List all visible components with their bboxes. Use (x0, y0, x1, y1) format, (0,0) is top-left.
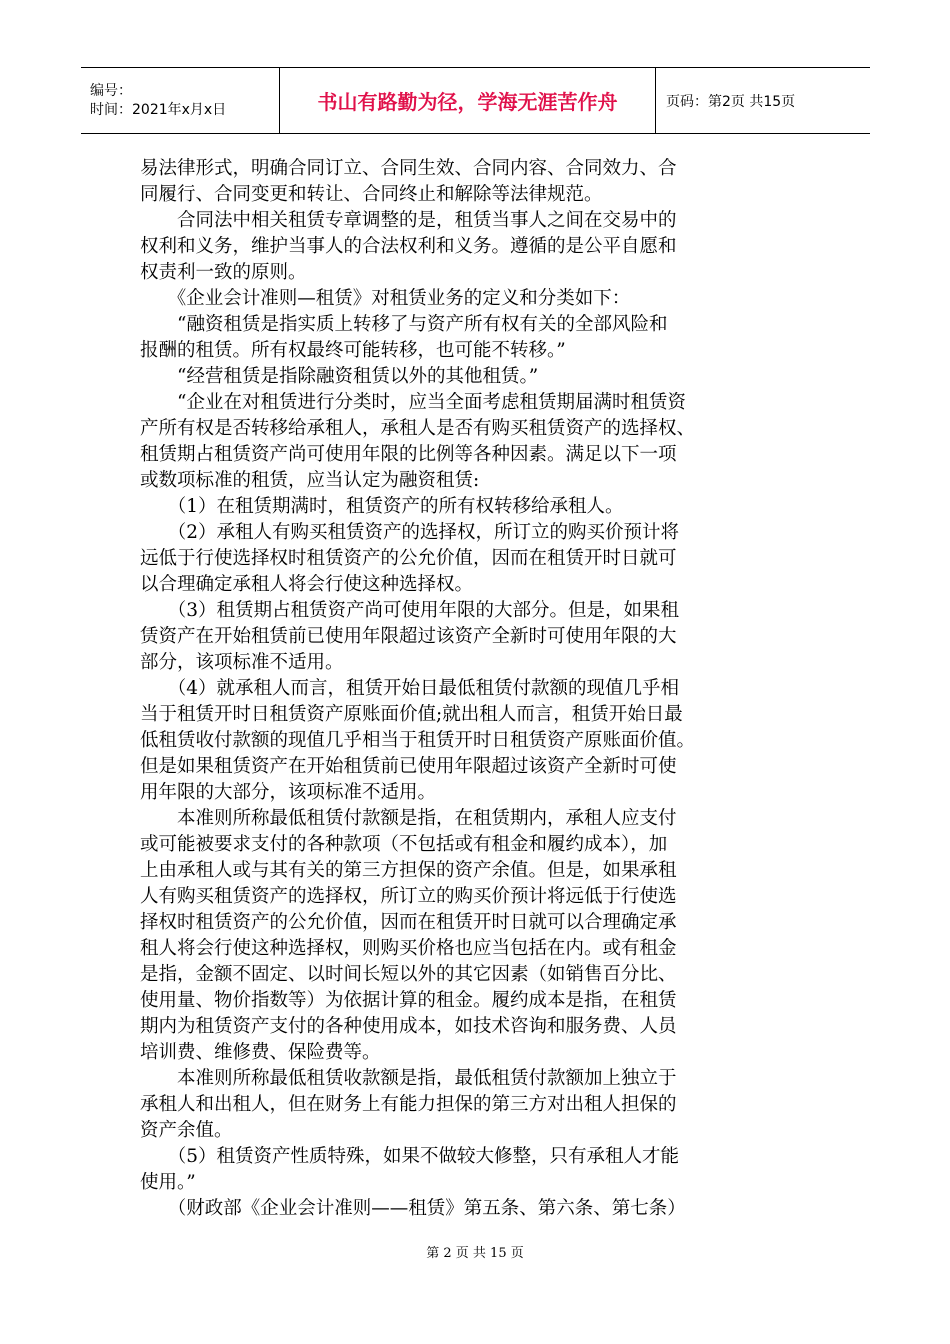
body-line: 择权时租赁资产的公允价值，因而在租赁开时日就可以合理确定承 (140, 912, 677, 933)
body-line: 产所有权是否转移给承租人，承租人是否有购买租赁资产的选择权、 (140, 418, 696, 439)
body-line: 赁资产在开始租赁前已使用年限超过该资产全新时可使用年限的大 (140, 626, 677, 647)
body-line: 是指，金额不固定、以时间长短以外的其它因素（如销售百分比、 (140, 964, 677, 985)
doc-number-label: 编号： (90, 82, 132, 99)
header-motto (280, 68, 656, 133)
body-line: （4）就承租人而言，租赁开始日最低租赁付款额的现值几乎相 (140, 678, 680, 699)
page-header (81, 67, 870, 134)
body-line: 租赁期占租赁资产尚可使用年限的比例等各种因素。满足以下一项 (140, 444, 677, 465)
body-line: （2）承租人有购买租赁资产的选择权，所订立的购买价预计将 (140, 522, 680, 543)
body-line: 报酬的租赁。所有权最终可能转移，也可能不转移。” (140, 340, 566, 361)
body-line: 权责利一致的原则。 (140, 262, 307, 283)
body-line: 或可能被要求支付的各种款项（不包括或有租金和履约成本），加 (140, 834, 668, 855)
body-line: （5）租赁资产性质特殊，如果不做较大修整，只有承租人才能 (140, 1146, 680, 1167)
body-line: 使用。” (140, 1172, 196, 1193)
body-line: 同履行、合同变更和转让、合同终止和解除等法律规范。 (140, 184, 603, 205)
body-line: （1）在租赁期满时，租赁资产的所有权转移给承租人。 (140, 496, 624, 517)
header-page-info (656, 68, 870, 133)
body-line: 当于租赁开时日租赁资产原账面价值;就出租人而言，租赁开始日最 (140, 704, 683, 725)
body-line: 承租人和出租人，但在财务上有能力担保的第三方对出租人担保的 (140, 1094, 677, 1115)
body-line: “经营租赁是指除融资租赁以外的其他租赁。” (140, 366, 539, 387)
body-line: （3）租赁期占租赁资产尚可使用年限的大部分。但是，如果租 (140, 600, 680, 621)
body-line: 上由承租人或与其有关的第三方担保的资产余值。但是，如果承租 (140, 860, 677, 881)
body-line: 但是如果租赁资产在开始租赁前已使用年限超过该资产全新时可使 (140, 756, 677, 777)
body-line: 权利和义务，维护当事人的合法权利和义务。遵循的是公平自愿和 (140, 236, 677, 257)
body-line: “企业在对租赁进行分类时，应当全面考虑租赁期届满时租赁资 (140, 392, 686, 413)
body-line: （财政部《企业会计准则——租赁》第五条、第六条、第七条） (140, 1198, 686, 1219)
document-body (140, 156, 810, 1222)
header-meta (81, 68, 280, 133)
page-footer: 第 2 页 共 15 页 (426, 1246, 524, 1261)
body-line: 以合理确定承租人将会行使这种选择权。 (140, 574, 474, 595)
body-line: 资产余值。 (140, 1120, 233, 1141)
body-line: 低租赁收付款额的现值几乎相当于租赁开时日租赁资产原账面价值。 (140, 730, 696, 751)
body-line: 远低于行使选择权时租赁资产的公允价值，因而在租赁开时日就可 (140, 548, 677, 569)
body-line: 部分，该项标准不适用。 (140, 652, 344, 673)
body-line: 本准则所称最低租赁付款额是指，在租赁期内，承租人应支付 (140, 808, 677, 829)
body-line: “融资租赁是指实质上转移了与资产所有权有关的全部风险和 (140, 314, 668, 335)
body-line: 《企业会计准则—租赁》对租赁业务的定义和分类如下： (140, 288, 631, 309)
body-line: 本准则所称最低租赁收款额是指，最低租赁付款额加上独立于 (140, 1068, 677, 1089)
body-line: 用年限的大部分，该项标准不适用。 (140, 782, 437, 803)
body-line: 合同法中相关租赁专章调整的是，租赁当事人之间在交易中的 (140, 210, 677, 231)
body-line: 或数项标准的租赁，应当认定为融资租赁: (140, 470, 480, 491)
body-line: 易法律形式，明确合同订立、合同生效、合同内容、合同效力、合 (140, 158, 677, 179)
page-number-label: 页码：第2页 共15页 (666, 93, 796, 110)
body-line: 人有购买租赁资产的选择权，所订立的购买价预计将远低于行使选 (140, 886, 677, 907)
date-label: 时间：2021年x月x日 (90, 101, 227, 118)
motto-text: 书山有路勤为径，学海无涯苦作舟 (317, 90, 618, 114)
body-line: 使用量、物价指数等）为依据计算的租金。履约成本是指，在租赁 (140, 990, 677, 1011)
body-line: 培训费、维修费、保险费等。 (140, 1042, 381, 1063)
body-line: 租人将会行使这种选择权，则购买价格也应当包括在内。或有租金 (140, 938, 677, 959)
body-line: 期内为租赁资产支付的各种使用成本，如技术咨询和服务费、人员 (140, 1016, 677, 1037)
